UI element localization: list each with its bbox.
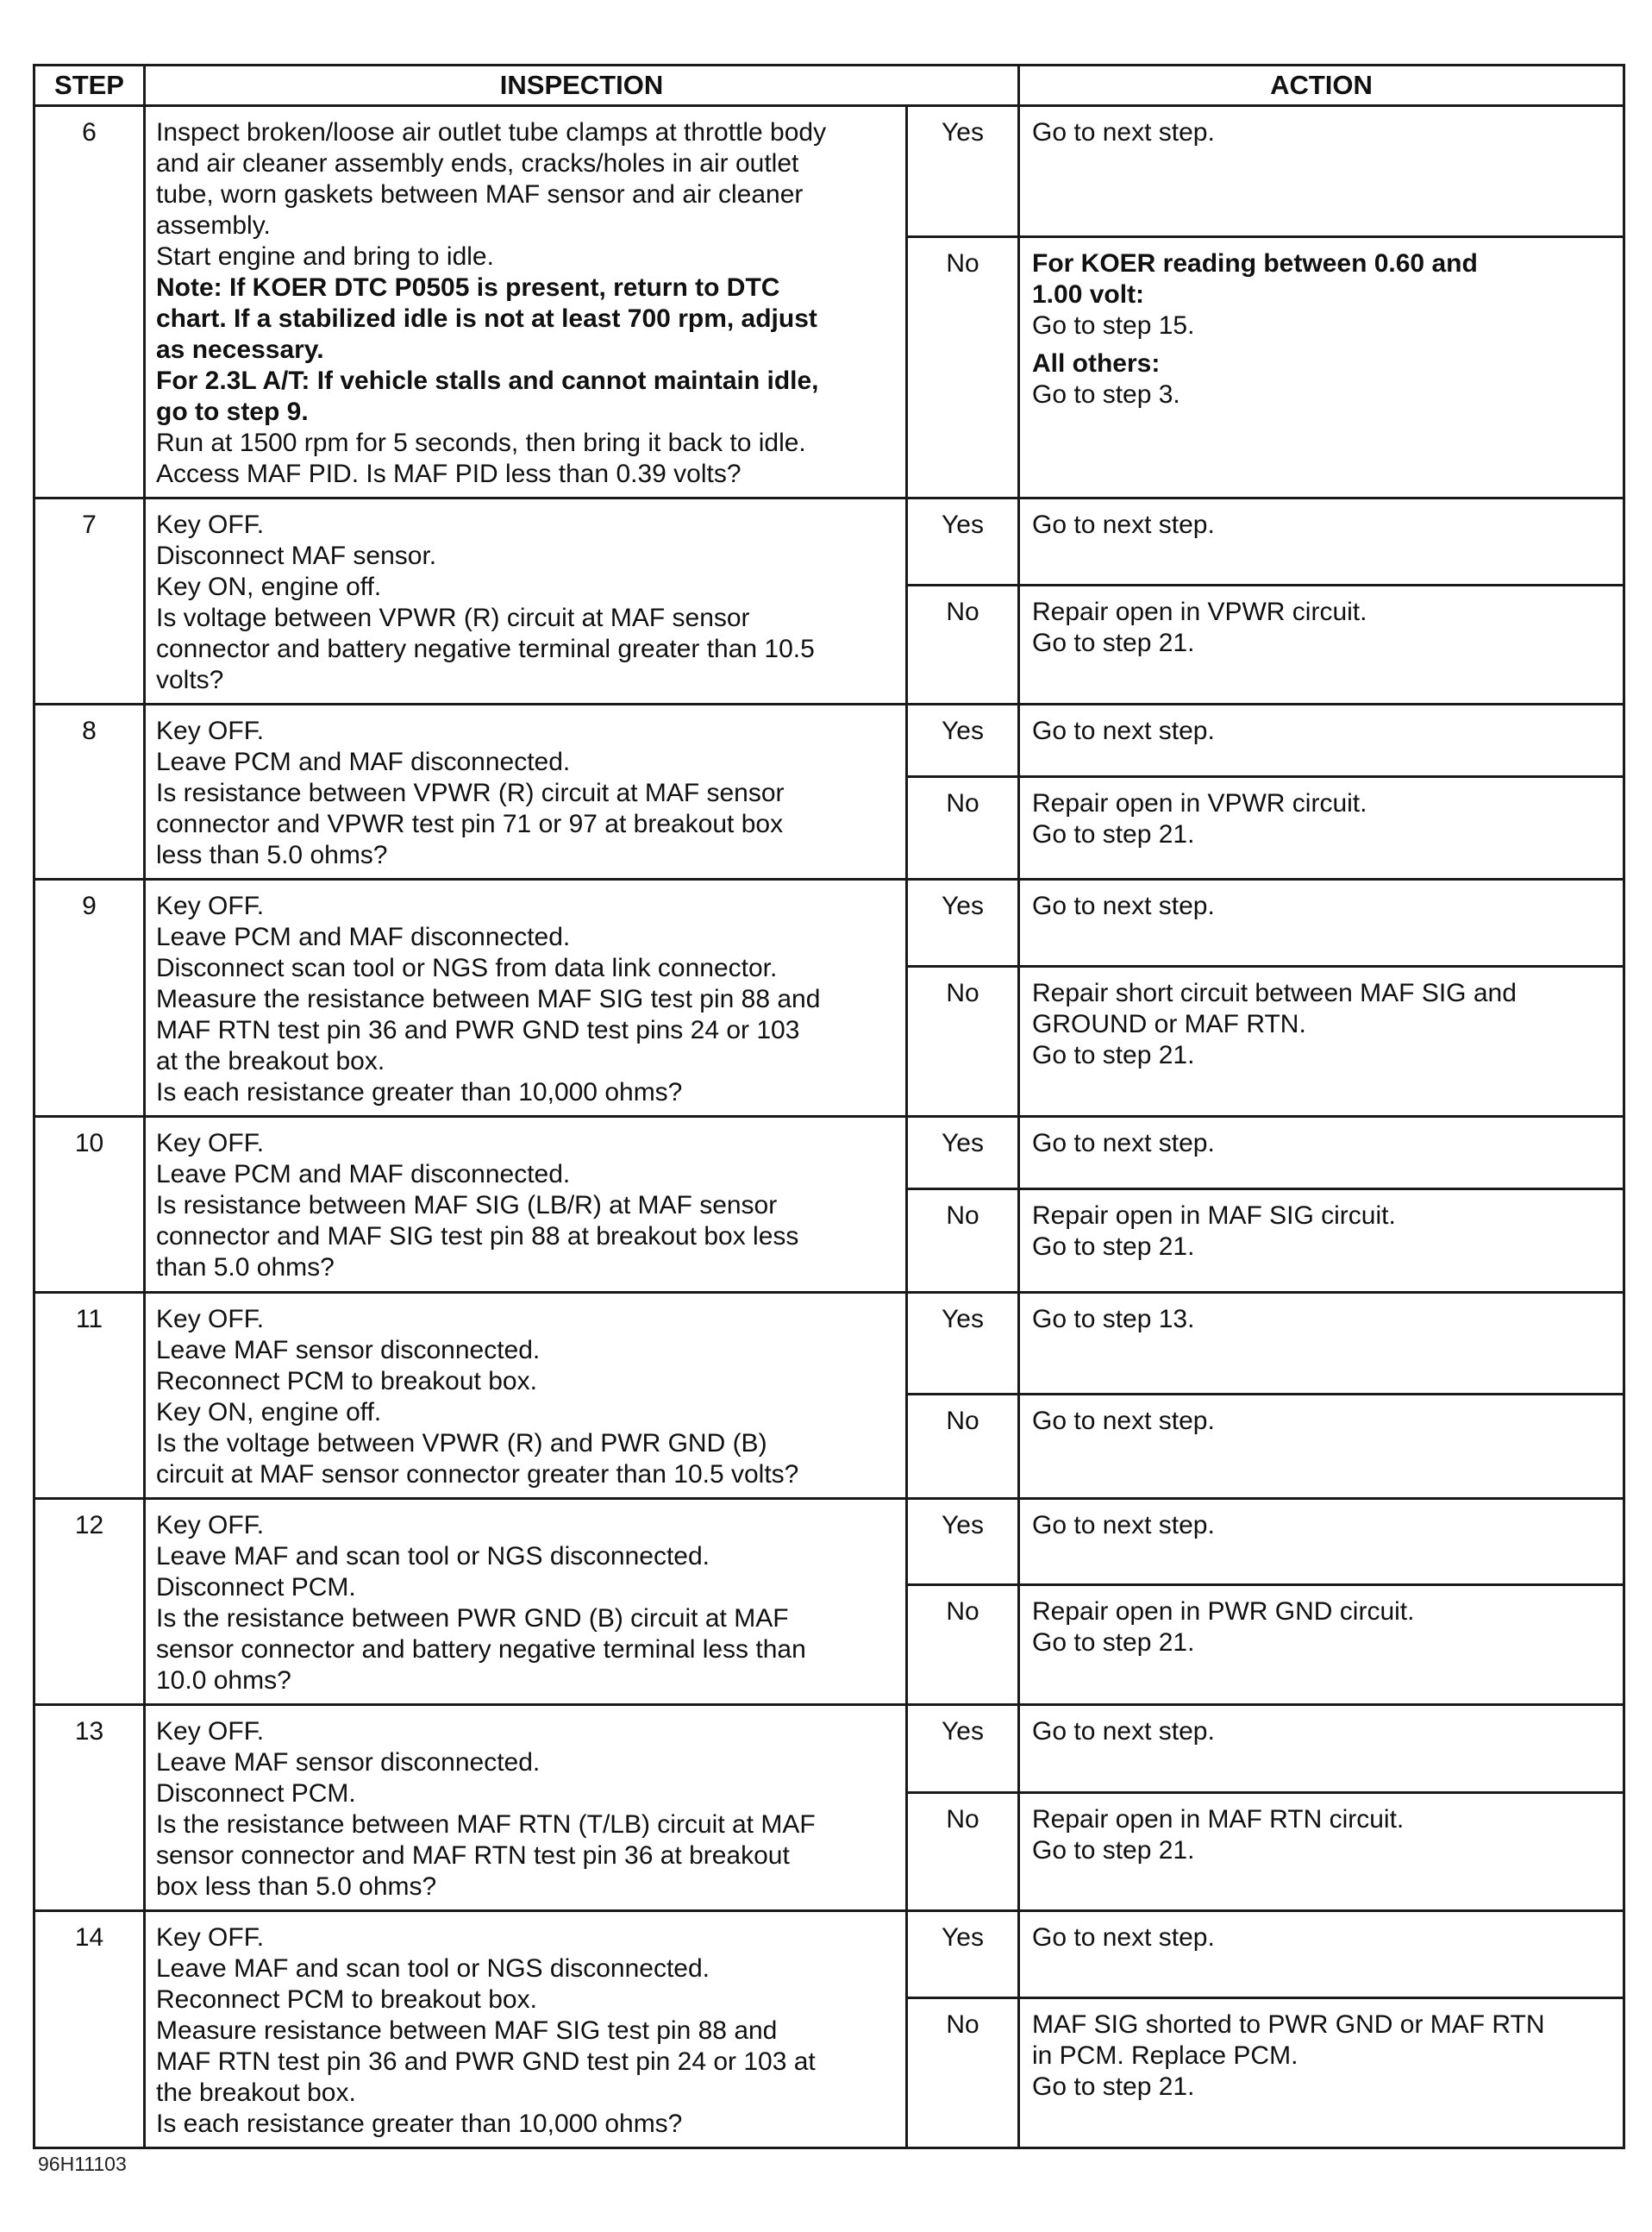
no-label: No — [907, 1189, 1019, 1293]
inspection-cell — [145, 1499, 907, 1705]
yes-label: Yes — [907, 106, 1019, 237]
text-line: Leave MAF sensor disconnected. — [156, 1748, 541, 1777]
text-line: connector and MAF SIG test pin 88 at breakout box less — [156, 1222, 799, 1251]
step-number: 7 — [34, 498, 145, 705]
text-line: Note: If KOER DTC P0505 is present, return to DTC — [156, 273, 780, 302]
text-line: sensor connector and MAF RTN test pin 36 at breakout — [156, 1841, 790, 1870]
text-line: 10.0 ohms? — [156, 1666, 291, 1695]
text-line: Go to next step. — [1032, 1717, 1215, 1746]
step-number: 8 — [34, 705, 145, 880]
text-line: Disconnect PCM. — [156, 1573, 356, 1602]
text-line: Go to next step. — [1032, 1129, 1215, 1157]
text-line: and air cleaner assembly ends, cracks/holes in air outlet — [156, 149, 799, 178]
no-action-cell — [1019, 1189, 1624, 1293]
text-line: Go to step 21. — [1032, 1232, 1195, 1261]
no-label: No — [907, 777, 1019, 880]
no-action-cell — [1019, 1395, 1624, 1499]
text-line: Go to next step. — [1032, 118, 1215, 147]
text-line: Inspect broken/loose air outlet tube clamps at throttle body — [156, 118, 827, 147]
text-line: Run at 1500 rpm for 5 seconds, then bring it back to idle. — [156, 429, 806, 457]
text-line: Leave MAF and scan tool or NGS disconnected. — [156, 1954, 710, 1983]
text-line: All others: — [1032, 348, 1161, 378]
text-line: Go to step 21. — [1032, 1040, 1195, 1069]
text-line: Go to step 3. — [1032, 379, 1180, 409]
no-label: No — [907, 1585, 1019, 1705]
text-line: Measure the resistance between MAF SIG test pin 88 and — [156, 985, 821, 1013]
table-row — [34, 1117, 1624, 1189]
text-line: Key OFF. — [156, 1305, 265, 1333]
text-line: Go to step 15. — [1032, 310, 1195, 340]
text-line: box less than 5.0 ohms? — [156, 1872, 437, 1901]
text-line: Disconnect PCM. — [156, 1779, 356, 1808]
text-line: Key OFF. — [156, 1717, 265, 1746]
text-line: Key OFF. — [156, 511, 265, 539]
figure-code: 96H11103 — [38, 2153, 127, 2175]
text-line: Is the voltage between VPWR (R) and PWR GND (B) — [156, 1429, 767, 1458]
table-row — [34, 1499, 1624, 1585]
text-line: the breakout box. — [156, 2078, 356, 2107]
text-line: Reconnect PCM to breakout box. — [156, 1985, 537, 2014]
text-line: in PCM. Replace PCM. — [1032, 2041, 1298, 2070]
text-line: than 5.0 ohms? — [156, 1253, 335, 1282]
text-line: Repair open in MAF SIG circuit. — [1032, 1201, 1396, 1230]
table-row — [34, 498, 1624, 586]
text-line: GROUND or MAF RTN. — [1032, 1009, 1306, 1038]
yes-action-cell — [1019, 1293, 1624, 1395]
inspection-cell — [145, 498, 907, 705]
step-number: 11 — [34, 1293, 145, 1499]
text-line: connector and VPWR test pin 71 or 97 at breakout box — [156, 810, 784, 838]
step-number: 13 — [34, 1705, 145, 1911]
text-line: Disconnect MAF sensor. — [156, 542, 437, 570]
no-label: No — [907, 1395, 1019, 1499]
text-line: Repair short circuit between MAF SIG and — [1032, 978, 1517, 1007]
inspection-cell — [145, 705, 907, 880]
inspection-cell — [145, 880, 907, 1117]
text-line: For KOER reading between 0.60 and — [1032, 248, 1478, 278]
text-line: Key OFF. — [156, 1511, 265, 1539]
text-line: Go to step 21. — [1032, 820, 1195, 850]
text-line: Go to step 21. — [1032, 629, 1195, 658]
no-label: No — [907, 1997, 1019, 2147]
inspection-cell — [145, 1293, 907, 1499]
inspection-cell — [145, 1117, 907, 1293]
no-action-cell — [1019, 1585, 1624, 1705]
table-row — [34, 106, 1624, 237]
text-line: circuit at MAF sensor connector greater than 10.5 volts? — [156, 1460, 799, 1489]
text-line: Key OFF. — [156, 892, 265, 920]
yes-action-cell — [1019, 498, 1624, 586]
text-line: Is resistance between VPWR (R) circuit at MAF sensor — [156, 779, 785, 807]
step-number: 14 — [34, 1911, 145, 2148]
text-line: Key ON, engine off. — [156, 1398, 382, 1426]
yes-label: Yes — [907, 705, 1019, 777]
text-line: connector and battery negative terminal greater than 10.5 — [156, 635, 815, 663]
text-line: Is resistance between MAF SIG (LB/R) at MAF sensor — [156, 1191, 778, 1219]
table-body — [34, 106, 1624, 2148]
yes-action-cell — [1019, 880, 1624, 967]
text-line: Go to step 21. — [1032, 1628, 1195, 1658]
yes-label: Yes — [907, 1499, 1019, 1585]
text-line: MAF SIG shorted to PWR GND or MAF RTN — [1032, 2009, 1545, 2039]
text-line: assembly. — [156, 211, 271, 240]
table-row — [34, 1911, 1624, 1998]
no-label: No — [907, 966, 1019, 1116]
no-label: No — [907, 1793, 1019, 1911]
step-number: 12 — [34, 1499, 145, 1705]
table-row — [34, 1705, 1624, 1793]
text-line: Leave MAF sensor disconnected. — [156, 1336, 541, 1364]
text-line: Leave MAF and scan tool or NGS disconnected. — [156, 1542, 710, 1571]
inspection-cell — [145, 106, 907, 498]
text-line: Go to next step. — [1032, 1511, 1215, 1539]
table-row — [34, 1293, 1624, 1395]
text-line: Is the resistance between PWR GND (B) circuit at MAF — [156, 1604, 789, 1633]
yes-action-cell — [1019, 1499, 1624, 1585]
no-action-cell — [1019, 1997, 1624, 2147]
yes-action-cell — [1019, 1117, 1624, 1189]
text-line: Go to next step. — [1032, 1407, 1215, 1436]
diagnostic-table — [33, 64, 1625, 2149]
text-line: Start engine and bring to idle. — [156, 242, 494, 271]
text-line: Access MAF PID. Is MAF PID less than 0.39 volts? — [156, 460, 742, 488]
yes-label: Yes — [907, 1911, 1019, 1998]
no-action-cell — [1019, 1793, 1624, 1911]
text-line: volts? — [156, 666, 224, 694]
text-line: chart. If a stabilized idle is not at least 700 rpm, adjust — [156, 304, 817, 333]
text-line: go to step 9. — [156, 398, 309, 426]
no-action-cell — [1019, 236, 1624, 498]
step-number: 10 — [34, 1117, 145, 1293]
text-line: Reconnect PCM to breakout box. — [156, 1367, 537, 1395]
text-line: Disconnect scan tool or NGS from data link connector. — [156, 954, 778, 982]
text-line: Go to step 21. — [1032, 1836, 1195, 1865]
text-line: Go to next step. — [1032, 892, 1215, 920]
text-line: Leave PCM and MAF disconnected. — [156, 748, 571, 776]
text-line: Go to next step. — [1032, 717, 1215, 745]
yes-label: Yes — [907, 498, 1019, 586]
yes-action-cell — [1019, 1705, 1624, 1793]
text-line: less than 5.0 ohms? — [156, 841, 388, 869]
text-line: Repair open in VPWR circuit. — [1032, 598, 1367, 627]
text-line: MAF RTN test pin 36 and PWR GND test pin 24 or 103 at — [156, 2047, 816, 2076]
step-number: 6 — [34, 106, 145, 498]
text-line: Go to step 21. — [1032, 2072, 1195, 2101]
text-line: Leave PCM and MAF disconnected. — [156, 923, 571, 951]
header-step: STEP — [34, 66, 145, 106]
text-line: Repair open in VPWR circuit. — [1032, 789, 1367, 818]
header-action: ACTION — [1019, 66, 1624, 106]
yes-action-cell — [1019, 705, 1624, 777]
yes-action-cell — [1019, 1911, 1624, 1998]
diagnostic-table-page — [33, 64, 1623, 2149]
text-line: Is voltage between VPWR (R) circuit at MAF sensor — [156, 604, 750, 632]
text-line: tube, worn gaskets between MAF sensor and air cleaner — [156, 180, 804, 209]
inspection-cell — [145, 1705, 907, 1911]
inspection-cell — [145, 1911, 907, 2148]
text-line: Key OFF. — [156, 1923, 265, 1952]
header-inspection: INSPECTION — [145, 66, 1019, 106]
text-line: Key OFF. — [156, 717, 265, 745]
yes-label: Yes — [907, 1293, 1019, 1395]
table-header-row — [34, 66, 1624, 106]
text-line: Is each resistance greater than 10,000 ohms? — [156, 2110, 683, 2138]
no-action-cell — [1019, 586, 1624, 705]
text-line: Leave PCM and MAF disconnected. — [156, 1160, 571, 1188]
text-line: For 2.3L A/T: If vehicle stalls and cannot maintain idle, — [156, 367, 819, 395]
no-label: No — [907, 236, 1019, 498]
no-action-cell — [1019, 966, 1624, 1116]
text-line: sensor connector and battery negative terminal less than — [156, 1635, 806, 1664]
text-line: Key OFF. — [156, 1129, 265, 1157]
yes-label: Yes — [907, 1117, 1019, 1189]
text-line: Measure resistance between MAF SIG test pin 88 and — [156, 2016, 778, 2045]
table-row — [34, 880, 1624, 967]
text-line: Is the resistance between MAF RTN (T/LB) circuit at MAF — [156, 1810, 816, 1839]
text-line: at the breakout box. — [156, 1047, 385, 1075]
text-line: Repair open in PWR GND circuit. — [1032, 1597, 1415, 1627]
step-number: 9 — [34, 880, 145, 1117]
yes-action-cell — [1019, 106, 1624, 237]
text-line: MAF RTN test pin 36 and PWR GND test pins 24 or 103 — [156, 1016, 800, 1044]
text-line: Repair open in MAF RTN circuit. — [1032, 1805, 1405, 1834]
text-line: as necessary. — [156, 335, 324, 364]
table-row — [34, 705, 1624, 777]
text-line: 1.00 volt: — [1032, 279, 1145, 309]
no-label: No — [907, 586, 1019, 705]
no-action-cell — [1019, 777, 1624, 880]
text-line: Key ON, engine off. — [156, 573, 382, 601]
text-line: Go to next step. — [1032, 1923, 1215, 1952]
yes-label: Yes — [907, 1705, 1019, 1793]
yes-label: Yes — [907, 880, 1019, 967]
text-line: Is each resistance greater than 10,000 ohms? — [156, 1078, 683, 1107]
text-line: Go to next step. — [1032, 511, 1215, 539]
text-line: Go to step 13. — [1032, 1305, 1195, 1333]
